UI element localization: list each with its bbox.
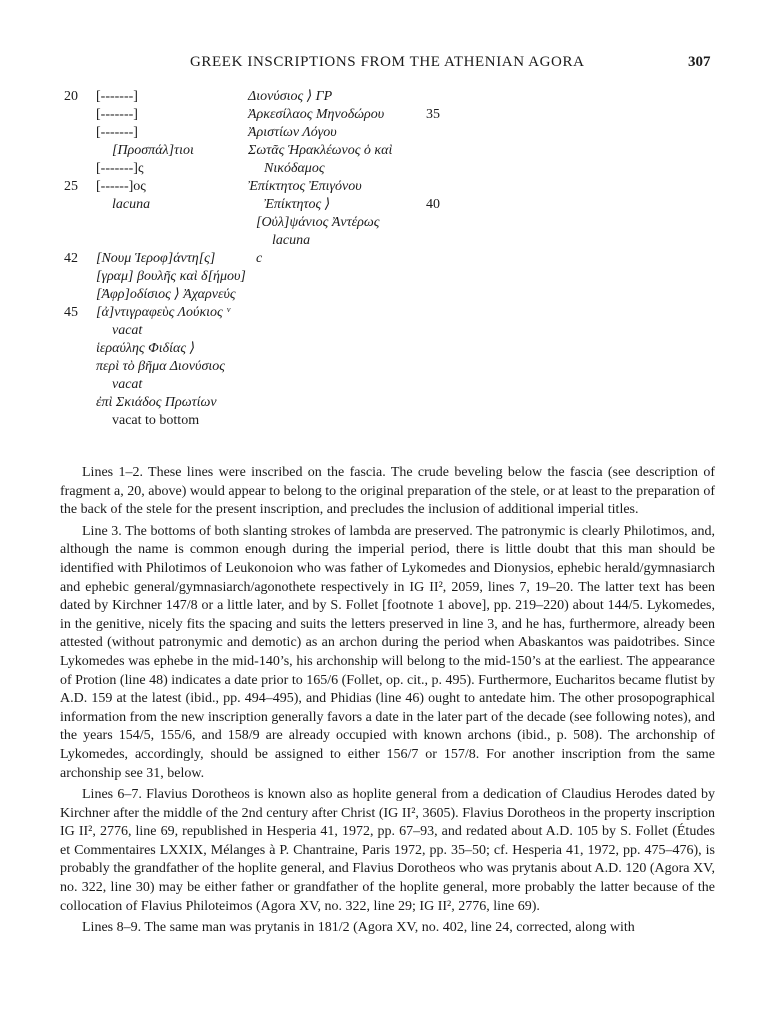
inscription-line: Ἐπίκτητος Ἐπιγόνου xyxy=(248,179,362,194)
inscription-line: Διονύσιος ⟩ ΓΡ xyxy=(248,89,333,104)
vacat-label: vacat xyxy=(112,323,143,338)
inscription-line: [-------] xyxy=(96,89,138,104)
inscription-line: ἐπὶ Σκιάδος Πρωτίων xyxy=(96,395,217,410)
inscription-line: Ἀριστίων Λόγου xyxy=(248,125,337,140)
inscription-line: [Νουμ Ἱεροφ]άντη[ς] xyxy=(96,251,216,266)
line-number: 45 xyxy=(64,305,78,320)
inscription-line: [-------] xyxy=(96,125,138,140)
inscription-line: ἱεραύλης Φιδίας ⟩ xyxy=(96,341,196,356)
inscription-line: Νικόδαμος xyxy=(264,161,325,176)
inscription-line: [γραμ] βουλῆς καὶ δ[ήμου] xyxy=(96,269,246,284)
inscription-line: [ἀ]ντιγραφεὺς Λούκιος ᵛ xyxy=(96,305,231,320)
inscription-line: [Οὐλ]ψάνιος Ἀντέρως xyxy=(256,215,380,230)
inscription-line: [Ἀφρ]οδίσιος ⟩ Ἀχαρνεύς xyxy=(96,287,236,302)
commentary xyxy=(60,464,715,941)
commentary-paragraph: Line 3. The bottoms of both slanting strokes of lambda are preserved. The patronymic is clearly Philotimos, and, although the name is common enough during the imperial period, there is little doubt that this man should be identified with Philotimos of Leukonoion who was father of Lykomedes and Dionysios, ephebic herald/gymnasiarch and ephebic general/gymnasiarch/agonothete respectively in IG II², 2059, lines 7, 19–20. The latter text has been dated by Kirchner 147/8 or a little later, and by S. Follet [footnote 1 above], pp. 219–220) about 144/5. Lykomedes, in the genitive, nicely fits the spacing and suits the letters preserved in line 3, and he has, furthermore, already been attested (without patronymic and demotic) as an archon during the period when Abaskantos was paidotribes. Since Lykomedes was ephebe in the mid-140’s, his archonship will belong to the mid-150’s at the earliest. The appearance of Protion (line 48) indicates a date prior to 165/6 (Follet, op. cit., p. 495). Furthermore, Eucharitos became flutist by A.D. 159 at the latest (ibid., pp. 494–495), and Phidias (line 46) ought to antedate him. The other prosopographical information from the new inscription generally favors a date in the later part of the decade (see following notes), and the years 154/5, 155/6, and 158/9 are already occupied with known archons (ibid., p. 508). The archonship of Lykomedes, accordingly, should be assigned to either 156/7 or 157/8. For another inscription from the same archonship see 31, below. xyxy=(60,523,715,781)
line-number: 25 xyxy=(64,179,78,194)
running-title: GREEK INSCRIPTIONS FROM THE ATHENIAN AGORA xyxy=(190,54,585,70)
lacuna-label: lacuna xyxy=(272,233,311,248)
line-number: 40 xyxy=(426,197,440,212)
inscription-line: Ἀρκεσίλαος Μηνοδώρου xyxy=(248,107,385,122)
lacuna-label: lacuna xyxy=(112,197,151,212)
inscription-line: [------]ος xyxy=(96,179,146,194)
page-number: 307 xyxy=(688,54,711,70)
inscription-line: Σωτᾶς Ἡρακλέωνος ὁ καὶ xyxy=(248,143,393,158)
inscription-line: περὶ τὸ βῆμα Διονύσιος xyxy=(96,359,225,374)
inscription-line: Ἐπίκτητος ⟩ xyxy=(264,197,331,212)
line-number: 42 xyxy=(64,251,78,266)
commentary-paragraph: Lines 8–9. The same man was prytanis in 181/2 (Agora XV, no. 402, line 24, corrected, along with xyxy=(82,920,635,936)
inscription-line: [-------] xyxy=(96,107,138,122)
inscription-line: [Προσπάλ]τιοι xyxy=(112,143,194,158)
vacat-label: vacat xyxy=(112,377,143,392)
line-number: 20 xyxy=(64,89,78,104)
line-number: 35 xyxy=(426,107,440,122)
fragment-label: c xyxy=(256,251,263,266)
commentary-paragraph: Lines 6–7. Flavius Dorotheos is known also as hoplite general from a dedication of Claudius Herodes dated by Kirchner after the middle of the 2nd century after Christ (IG II², 3605). Flavius Dorotheos in the property inscription IG II², 2776, line 69, republished in Hesperia 41, 1972, pp. 67–93, and redated about A.D. 105 by S. Follet (Études et Commentaires LXXIX, Mélanges à P. Chantraine, Paris 1972, pp. 35–50; cf. Hesperia 41, 1972, pp. 475–476), is probably the grandfather of the hoplite general, and Flavius Dorotheos who was prytanis about A.D. 120 (Agora XV, no. 322, line 30) may be either father or grandfather of the hoplite general, more probably the latter because of the collocation of Flavius Philoteimos (Agora XV, no. 322, line 29; IG II², 2776, line 69). xyxy=(60,787,715,914)
commentary-paragraph: Lines 1–2. These lines were inscribed on the fascia. The crude beveling below the fascia (see description of fragment a, 20, above) would appear to belong to the original preparation of the stele, or at least to the preparation of the back of the stele for the present inscription, and precludes the inclusion of additional imperial titles. xyxy=(60,465,715,518)
inscription-line: [-------]ς xyxy=(96,161,144,176)
vacat-label: vacat to bottom xyxy=(112,413,200,428)
